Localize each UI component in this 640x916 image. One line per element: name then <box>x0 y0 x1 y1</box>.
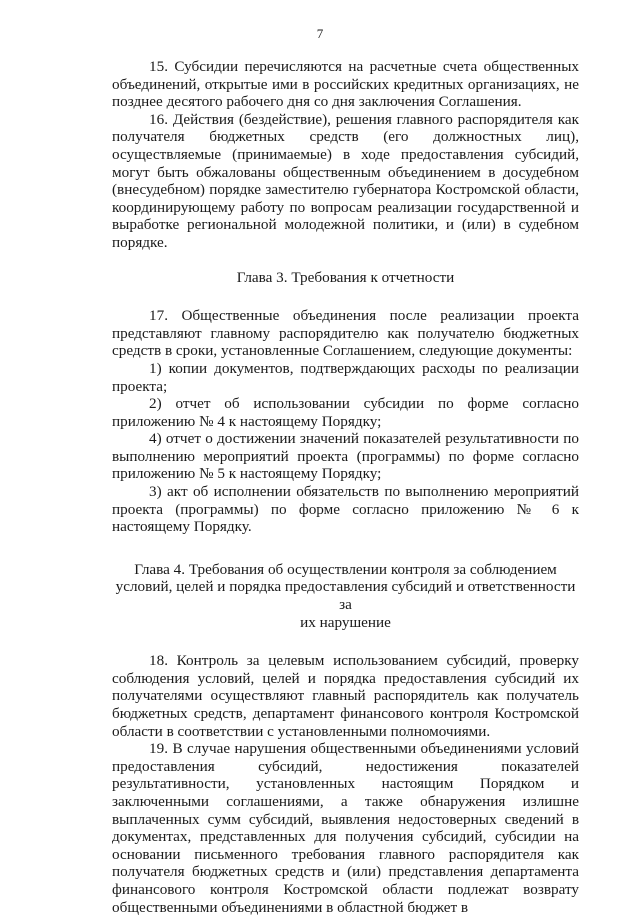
list-item-3: 3) акт об исполнении обязательств по выполнению мероприятий проекта (программы) по форме согласно приложению № 6 к настоящему Порядку. <box>112 483 579 536</box>
list-item-4: 4) отчет о достижении значений показателей результативности по выполнению мероприятий проекта (программы) по форме согласно приложению № 5 к настоящему Порядку; <box>112 430 579 483</box>
chapter-4-heading <box>112 561 579 631</box>
chapter-3-heading: Глава 3. Требования к отчетности <box>236 268 455 286</box>
paragraph-15: 15. Субсидии перечисляются на расчетные счета общественных объединений, открытые ими в российских кредитных организациях, не позднее десятого рабочего дня со дня заключения Соглашения. <box>112 58 579 111</box>
paragraph-16: 16. Действия (бездействие), решения главного распорядителя как получателя бюджетных средств (его должностных лиц), осуществляемые (принимаемые) в ходе предоставления субсидий, могут быть обжалованы общественным объединением в досудебном (внесудебном) порядке заместителю губернатора Костромской области, координирующему работу по вопросам реализации государственной и выработке региональной молодежной политики, и (или) в судебном порядке. <box>112 110 579 251</box>
paragraph-17: 17. Общественные объединения после реализации проекта представляют главному распорядителю как получателю бюджетных средств в сроки, установленные Соглашением, следующие документы: <box>112 307 579 360</box>
list-item-2: 2) отчет об использовании субсидии по форме согласно приложению № 4 к настоящему Порядку; <box>112 395 579 430</box>
paragraph-18: 18. Контроль за целевым использованием субсидий, проверку соблюдения условий, целей и порядка предоставления субсидий их получателями осуществляют главный распорядитель как получатель бюджетных средств, департамент финансового контроля Костромской области в соответствии с установленными полномочиями. <box>112 652 579 740</box>
paragraph-19: 19. В случае нарушения общественными объединениями условий предоставления субсидий, недостижения показателей результативности, установленных настоящим Порядком и заключенными соглашениями, а также обнаружения излишне выплаченных сумм субсидий, выявления недостоверных сведений в документах, представленных для получения субсидий, субсидии на основании письменного требования главного распорядителя как получателя бюджетных средств и (или) представления департамента финансового контроля Костромской области подлежат возврату общественными объединениями в областной бюджет в <box>112 740 579 916</box>
chapter-4-heading-line: условий, целей и порядка предоставления субсидий и ответственности за <box>115 578 576 614</box>
chapter-4-heading-line: их нарушение <box>300 613 391 631</box>
list-item-1: 1) копии документов, подтверждающих расходы по реализации проекта; <box>112 359 579 395</box>
chapter-4-heading-line: Глава 4. Требования об осуществлении контроля за соблюдением <box>134 560 557 578</box>
document-body <box>112 58 579 916</box>
page-number: 7 <box>316 26 324 41</box>
